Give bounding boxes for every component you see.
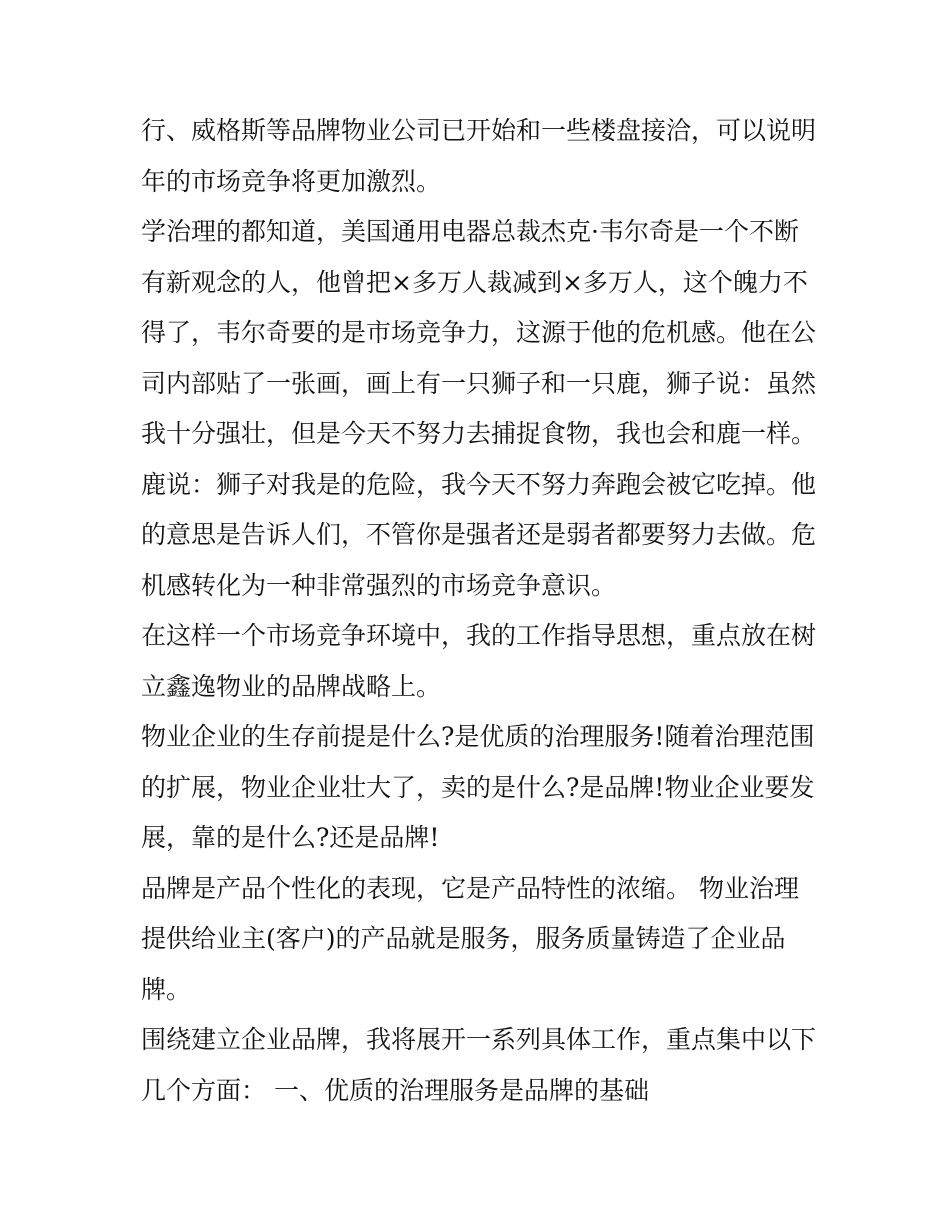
text-line: 机感转化为一种非常强烈的市场竞争意识。 <box>141 570 617 600</box>
text-line: 的扩展，物业企业壮大了，卖的是什么?是品牌!物业企业要发 <box>141 772 815 802</box>
text-line: 有新观念的人，他曾把×多万人裁减到×多万人，这个魄力不 <box>141 267 808 297</box>
text-line: 牌。 <box>141 974 192 1004</box>
text-line: 鹿说：狮子对我是的危险，我今天不努力奔跑会被它吃掉。他 <box>141 469 817 499</box>
text-line: 司内部贴了一张画，画上有一只狮子和一只鹿，狮子说：虽然 <box>141 368 817 398</box>
text-line: 年的市场竞争将更加激烈。 <box>141 166 442 196</box>
text-line: 的意思是告诉人们，不管你是强者还是弱者都要努力去做。危 <box>141 520 817 549</box>
text-line: 品牌是产品个性化的表现，它是产品特性的浓缩。 物业治理 <box>141 873 799 903</box>
text-line: 我十分强壮，但是今天不努力去捕捉食物，我也会和鹿一样。 <box>141 419 817 448</box>
body-text <box>141 106 821 1116</box>
text-line: 在这样一个市场竞争环境中，我的工作指导思想，重点放在树 <box>141 621 817 650</box>
text-line: 几个方面： 一、优质的治理服务是品牌的基础 <box>141 1075 649 1105</box>
text-line: 得了，韦尔奇要的是市场竞争力，这源于他的危机感。他在公 <box>141 318 817 347</box>
text-line: 立鑫逸物业的品牌战略上。 <box>141 671 442 701</box>
text-line: 围绕建立企业品牌，我将展开一系列具体工作，重点集中以下 <box>141 1025 817 1054</box>
text-line: 提供给业主(客户)的产品就是服务，服务质量铸造了企业品 <box>141 924 786 953</box>
text-line: 行、威格斯等品牌物业公司已开始和一些楼盘接洽，可以说明 <box>141 116 817 145</box>
text-line: 物业企业的生存前提是什么?是优质的治理服务!随着治理范围 <box>141 722 815 751</box>
text-line: 学治理的都知道，美国通用电器总裁杰克·韦尔奇是一个不断 <box>141 217 799 246</box>
text-line: 展，靠的是什么?还是品牌! <box>141 823 440 852</box>
